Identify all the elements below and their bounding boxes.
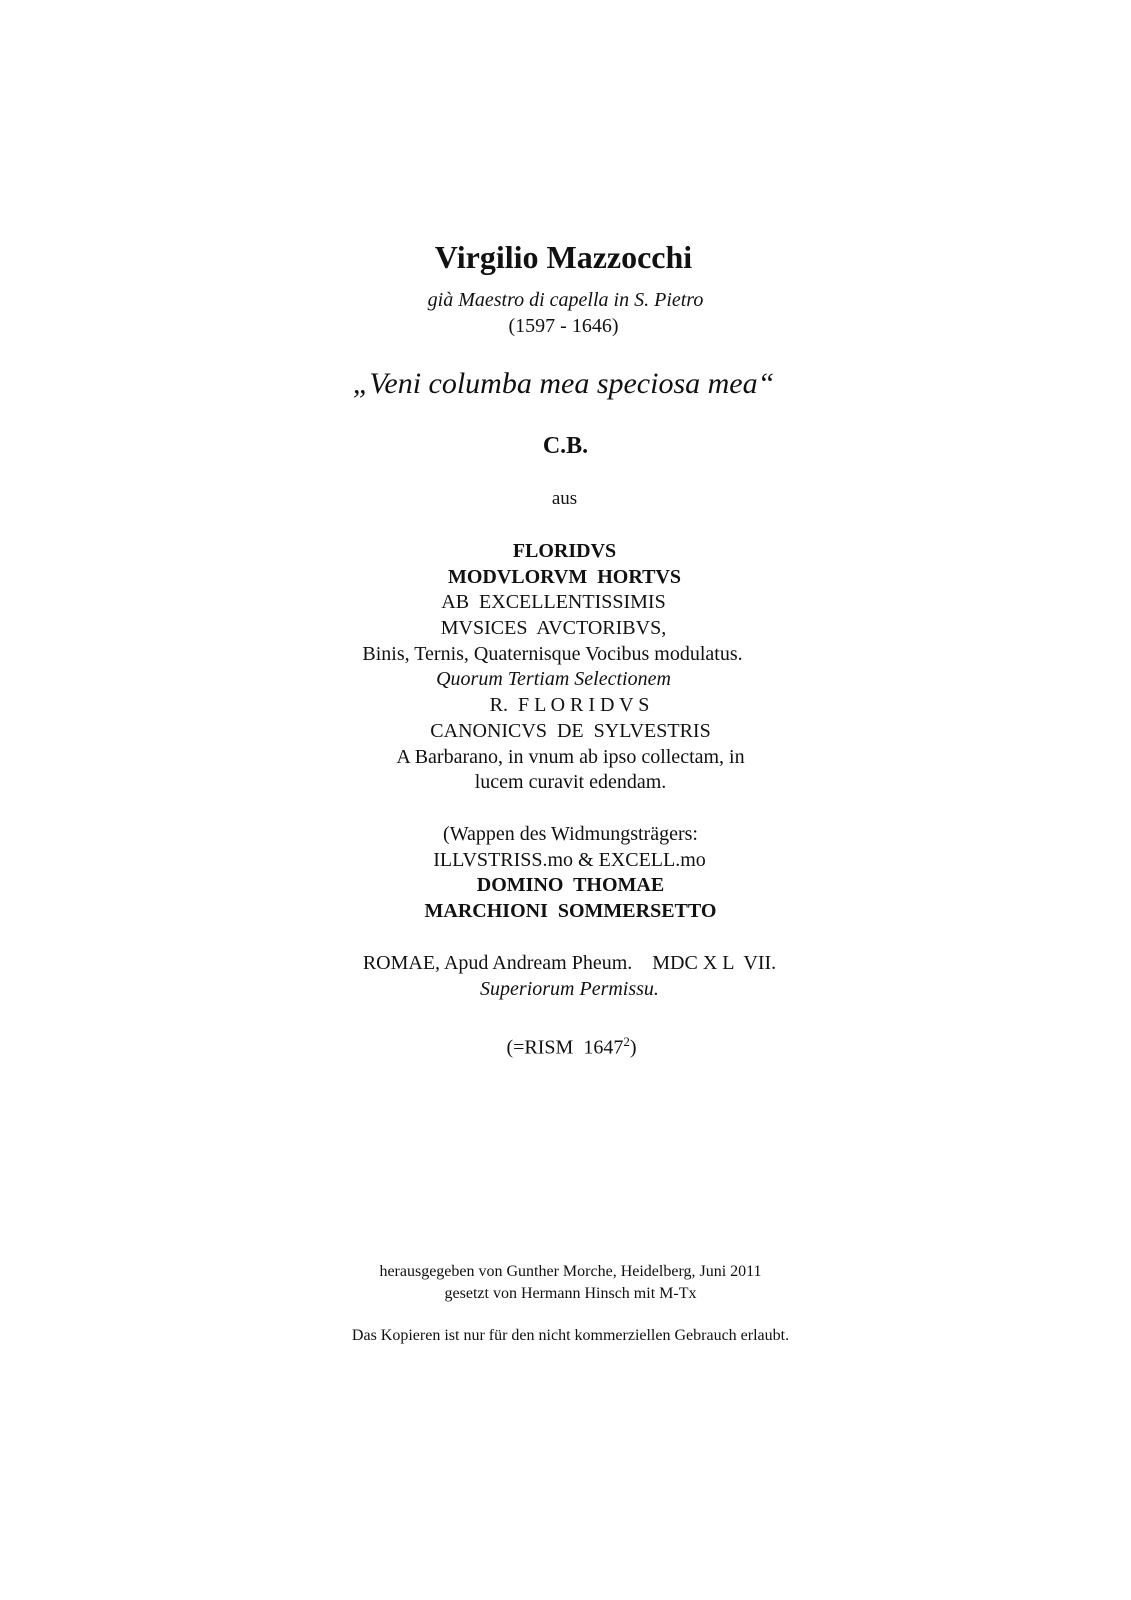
composer-name: Virgilio Mazzocchi <box>434 239 693 275</box>
editor-credit: herausgegeben von Gunther Morche, Heidelberg, Juni 2011 <box>379 1263 762 1280</box>
rism-prefix: (=RISM 1647 <box>506 1036 624 1059</box>
composer-dates: (1597 - 1646) <box>508 315 619 337</box>
source-line-4: MVSICES AVCTORIBVS, <box>440 617 667 639</box>
dedication-line-2: ILLVSTRISS.mo & EXCELL.mo <box>433 849 706 871</box>
source-line-1: FLORIDVS <box>512 540 617 562</box>
dedication-line-3: DOMINO THOMAE <box>476 874 665 896</box>
rism-superscript: 2 <box>623 1034 630 1049</box>
source-line-5: Binis, Ternis, Quaternisque Vocibus modulatus. <box>362 643 743 665</box>
source-line-8: CANONICVS DE SYLVESTRIS <box>430 720 711 742</box>
source-line-3: AB EXCELLENTISSIMIS <box>441 591 666 613</box>
composer-position: già Maestro di capella in S. Pietro <box>427 289 704 311</box>
imprint: ROMAE, Apud Andream Pheum. MDC X L VII. <box>362 952 777 974</box>
source-line-6: Quorum Tertiam Selectionem <box>436 668 671 690</box>
rism-suffix: ) <box>629 1036 637 1059</box>
dedication-line-4: MARCHIONI SOMMERSETTO <box>424 900 717 922</box>
source-line-9: A Barbarano, in vnum ab ipso collectam, in <box>396 746 745 768</box>
permission: Superiorum Permissu. <box>480 978 659 1000</box>
from-label: aus <box>551 488 578 509</box>
source-line-2: MODVLORVM HORTVS <box>447 566 682 588</box>
typesetter-credit: gesetzt von Hermann Hinsch mit M-Tx <box>444 1285 697 1302</box>
rism-reference <box>6 1035 1131 1058</box>
work-part: C.B. <box>542 433 589 459</box>
copyright-note: Das Kopieren ist nur für den nicht kommerziellen Gebrauch erlaubt. <box>351 1327 790 1344</box>
source-line-10: lucem curavit edendam. <box>474 771 667 793</box>
dedication-line-1: (Wappen des Widmungsträgers: <box>443 823 698 845</box>
source-line-7: R. F L O R I D V S <box>489 694 650 716</box>
work-title: „Veni columba mea speciosa mea“ <box>352 367 775 400</box>
